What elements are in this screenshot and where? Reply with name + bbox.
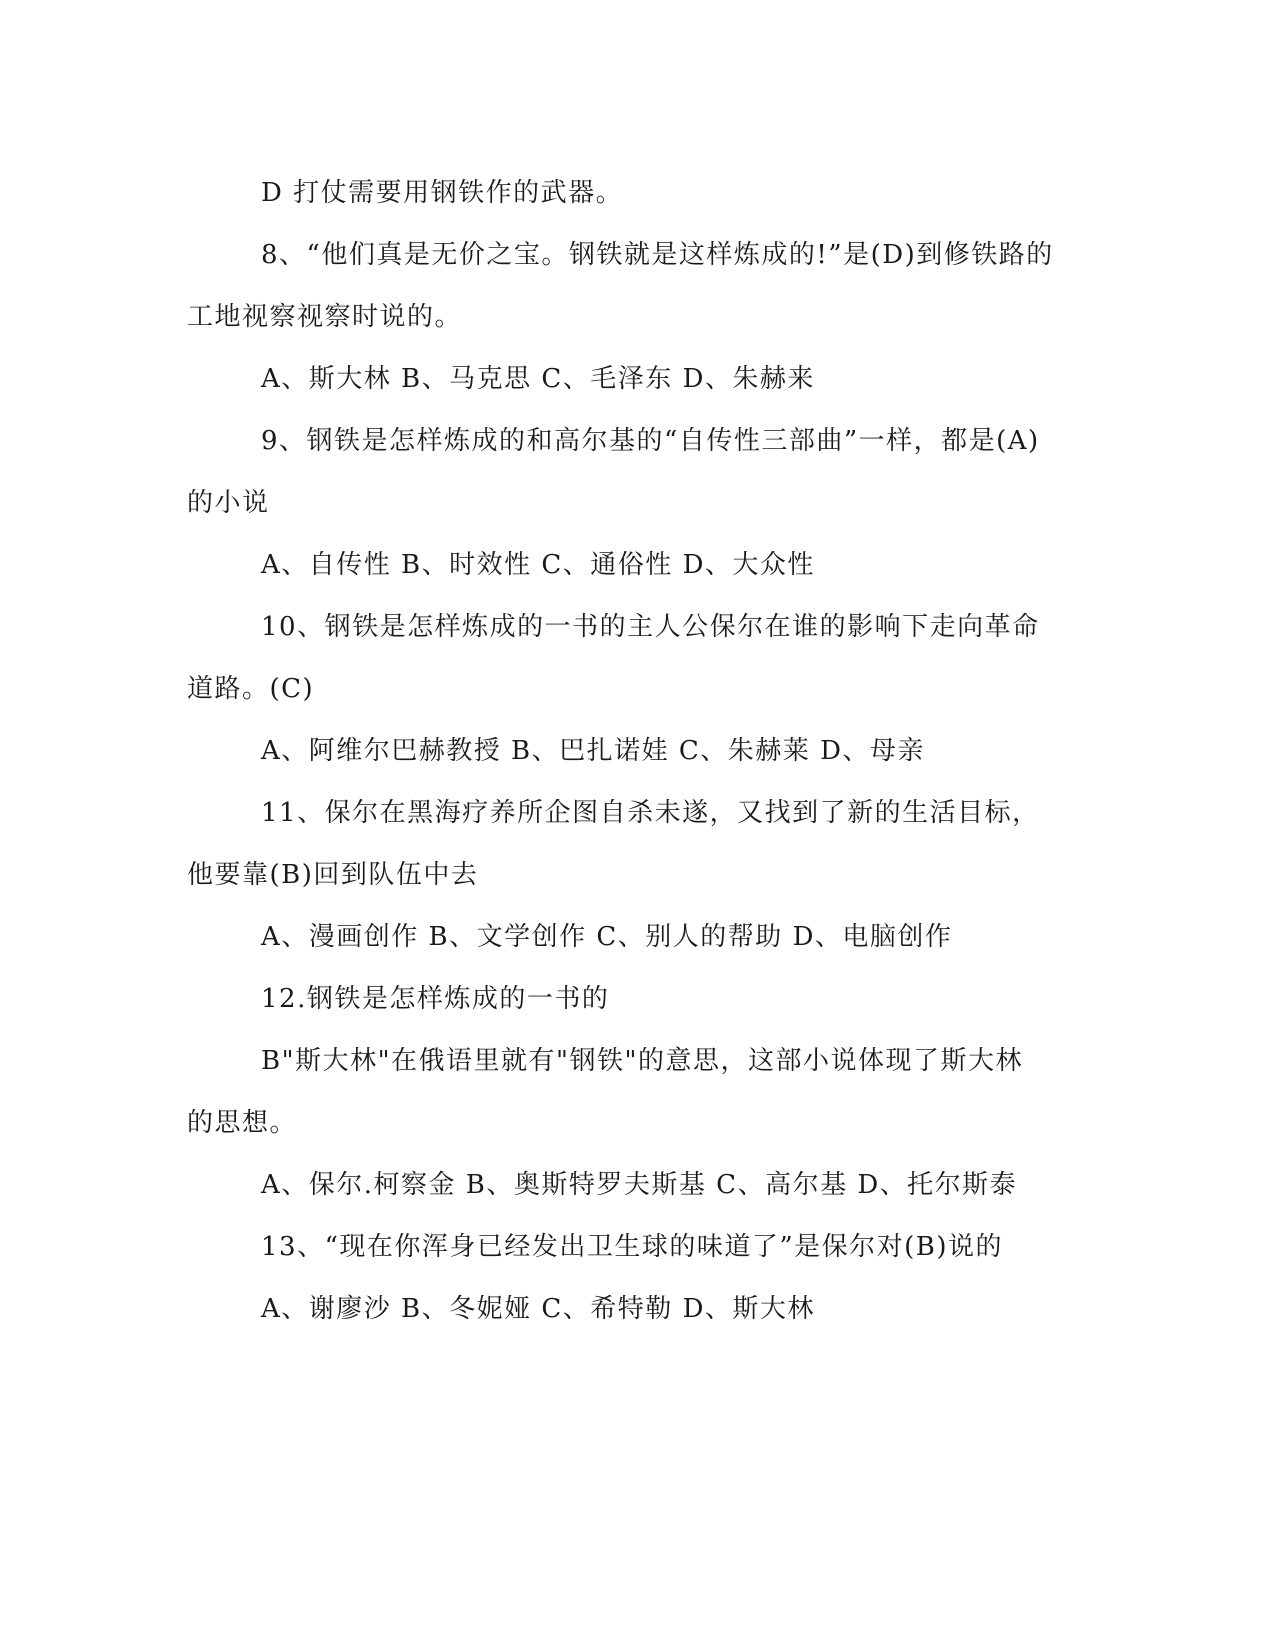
text-line: B"斯大林"在俄语里就有"钢铁"的意思，这部小说体现了斯大林 [261, 1046, 1023, 1076]
options-11: A、漫画创作 B、文学创作 C、别人的帮助 D、电脑创作 [261, 922, 953, 952]
question-13: 13、“现在你浑身已经发出卫生球的味道了”是保尔对(B)说的 [261, 1232, 1004, 1262]
options-8: A、斯大林 B、马克思 C、毛泽东 D、朱赫来 [261, 364, 815, 394]
text-line: 的思想。 [187, 1108, 298, 1138]
question-8: 8、“他们真是无价之宝。钢铁就是这样炼成的!”是(D)到修铁路的 [261, 240, 1054, 270]
question-11: 11、保尔在黑海疗养所企图自杀未遂，又找到了新的生活目标， [261, 798, 1040, 828]
options-12: A、保尔.柯察金 B、奥斯特罗夫斯基 C、高尔基 D、托尔斯泰 [261, 1170, 1018, 1200]
text-line: 工地视察视察时说的。 [187, 302, 463, 332]
text-line: 他要靠(B)回到队伍中去 [187, 860, 479, 890]
options-13: A、谢廖沙 B、冬妮娅 C、希特勒 D、斯大林 [261, 1294, 815, 1324]
options-9: A、自传性 B、时效性 C、通俗性 D、大众性 [261, 550, 815, 580]
document-body [187, 162, 1067, 1340]
text-line: 道路。(C) [187, 674, 315, 704]
text-line: 的小说 [187, 488, 270, 518]
options-10: A、阿维尔巴赫教授 B、巴扎诺娃 C、朱赫莱 D、母亲 [261, 736, 925, 766]
text-line: D 打仗需要用钢铁作的武器。 [261, 178, 624, 208]
question-12: 12.钢铁是怎样炼成的一书的 [261, 984, 610, 1014]
question-9: 9、钢铁是怎样炼成的和高尔基的“自传性三部曲”一样，都是(A) [261, 426, 1040, 456]
question-10: 10、钢铁是怎样炼成的一书的主人公保尔在谁的影响下走向革命 [261, 612, 1040, 642]
